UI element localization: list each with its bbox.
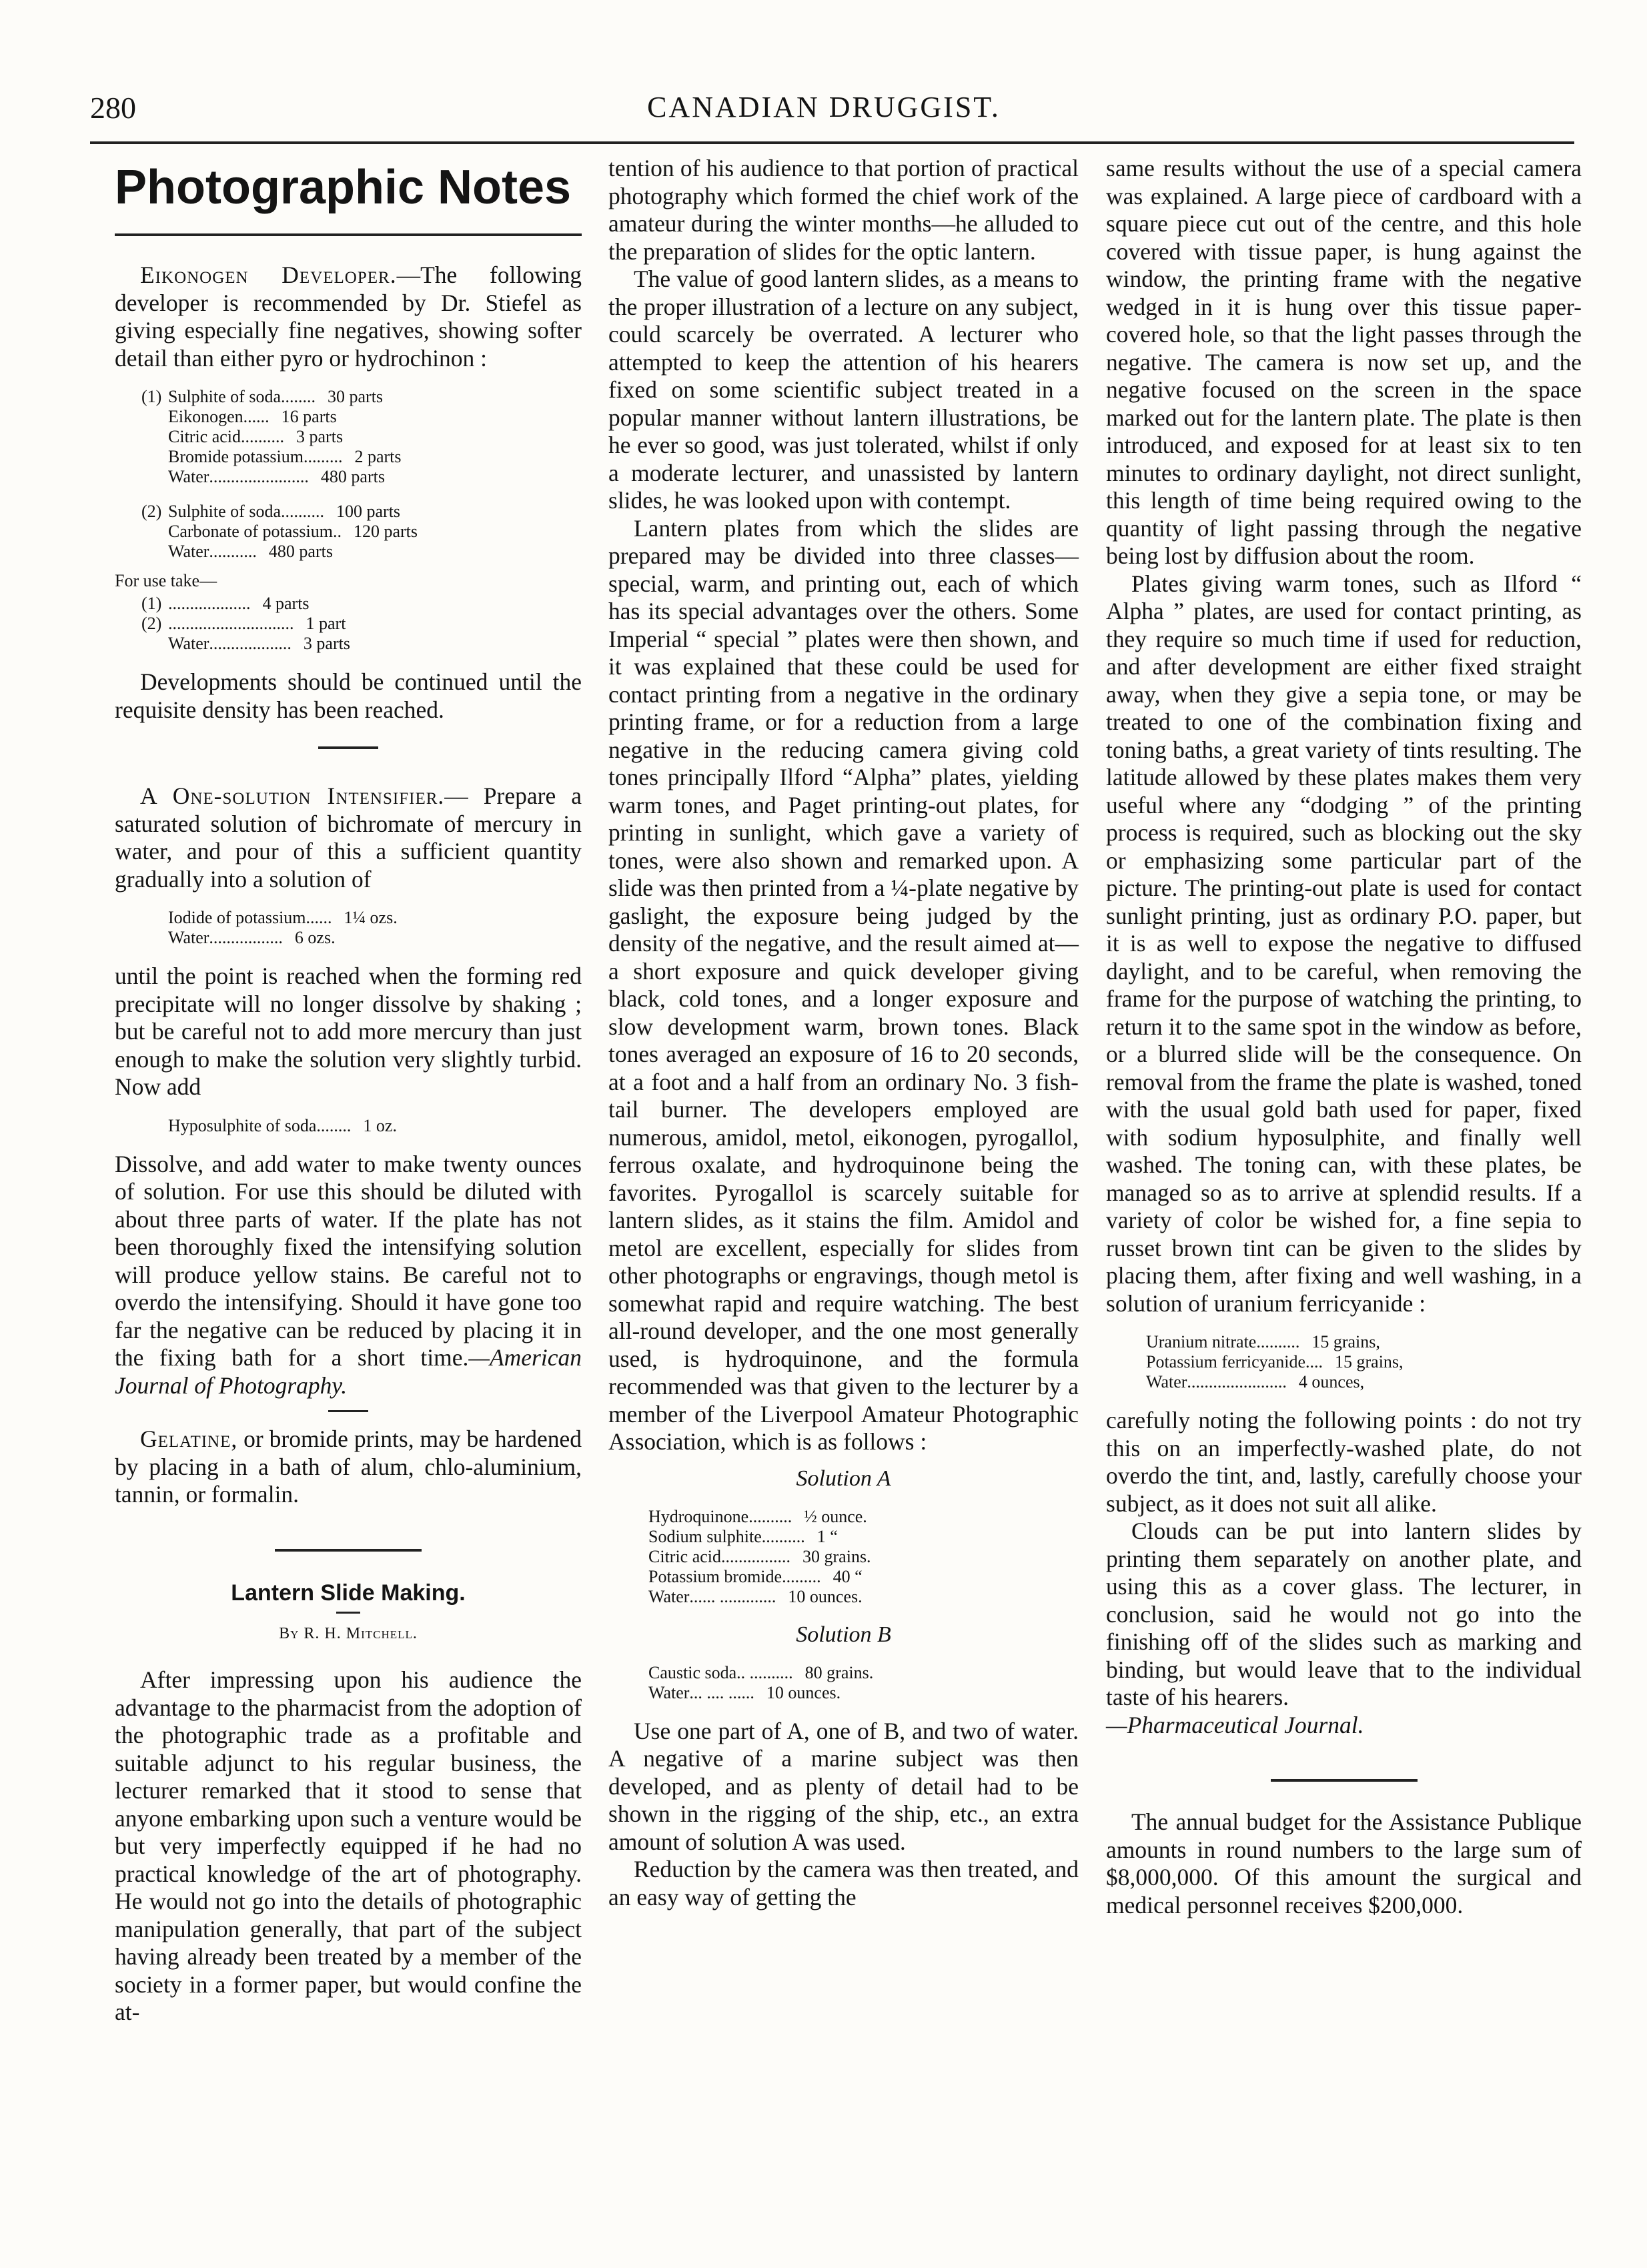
leader-dots: ................... (209, 634, 292, 653)
recipe-item: Hydroquinone (648, 1506, 749, 1526)
recipe-num: (1) (141, 594, 162, 613)
recipe-amount: 10 ounces. (766, 1682, 841, 1702)
recipe-num: (1) (141, 387, 162, 406)
leader-dots: ................ (721, 1546, 791, 1566)
recipe-item: Eikonogen (168, 407, 243, 426)
recipe-item: Potassium ferricyanide (1146, 1352, 1305, 1371)
recipe-item: Iodide of potassium (168, 908, 306, 927)
recipe-row (141, 407, 582, 427)
recipe-item: Potassium bromide (648, 1566, 782, 1586)
leader-dots: ......... (303, 447, 343, 466)
leader-dots: ................... (168, 594, 251, 613)
recipe-item: Uranium nitrate (1146, 1332, 1257, 1351)
page-header (90, 90, 1558, 130)
recipe-row (141, 542, 582, 562)
hypo-recipe (168, 1116, 582, 1136)
section-title: Photographic Notes (115, 161, 572, 214)
intensifier-text: — Prepare a saturated solution of bichromate of mercury in water, and pour of this a sufficient quantity gradually into a solution of (115, 782, 582, 893)
recipe-amount: 4 ounces, (1298, 1372, 1365, 1391)
recipe-amount: 480 parts (320, 467, 385, 486)
recipe-item: Carbonate of potassium. (168, 522, 338, 541)
recipe-row (141, 522, 582, 542)
recipe-item: Sulphite of soda (168, 502, 281, 521)
clouds-text: Clouds can be put into lantern slides by printing them separately on another plate, and using this as a cover glass. The lecturer, in conclusion, said he would not go into the finishing off of the slides such as marking and binding, but would leave that to the individual taste of his hearers. (1106, 1518, 1582, 1710)
recipe-item: Bromide potassium (168, 447, 304, 466)
recipe-amount: ½ ounce. (804, 1506, 867, 1526)
article-heading: Lantern Slide Making. (231, 1580, 466, 1606)
paragraph: carefully noting the following points : do not try this on an imperfectly-washed plate, do not overdo the tint, and, lastly, carefully choose your subject, as it does not suit all alike. (1106, 1407, 1582, 1517)
recipe-row (1146, 1332, 1582, 1352)
recipe-amount: 16 parts (281, 407, 337, 426)
recipe-amount: 3 parts (296, 427, 344, 446)
leader-dots: .......... (281, 502, 324, 521)
recipe-amount: 1 “ (816, 1526, 838, 1546)
header-rule (90, 141, 1574, 144)
recipe-item: Water (168, 634, 209, 653)
recipe-num: (2) (141, 502, 162, 521)
recipe-row (141, 387, 582, 407)
leader-dots: .......... (748, 1506, 792, 1526)
dissolve-paragraph (115, 1151, 582, 1400)
developments-paragraph: Developments should be continued until the requisite density has been reached. (115, 668, 582, 723)
recipe-row (141, 502, 582, 522)
recipe-row (168, 928, 582, 948)
recipe-item: Sodium sulphite (648, 1526, 762, 1546)
solution-b-recipe (648, 1663, 1079, 1703)
leader-dots: ......... (782, 1566, 821, 1586)
recipe-row (141, 634, 582, 654)
gelatine-paragraph (115, 1426, 582, 1509)
recipe-item: Hyposulphite of soda (168, 1115, 317, 1135)
recipe-amount: 80 grains. (804, 1662, 874, 1682)
recipe-row (168, 1116, 582, 1136)
gelatine-text: or bromide prints, may be hardened by placing in a bath of alum, chlo-aluminium, tannin, or formalin. (115, 1426, 582, 1508)
leader-dots: .......... (1256, 1332, 1300, 1351)
byline: By R. H. Mitchell. (279, 1624, 418, 1642)
leader-dots: .......... (241, 427, 285, 446)
recipe-row (141, 467, 582, 487)
recipe-item: Water (648, 1586, 690, 1606)
page-number: 280 (90, 91, 136, 125)
eikonogen-lead: Eikonogen Developer. (140, 261, 397, 288)
recipe-item: Water (1146, 1372, 1187, 1391)
recipe-row (141, 447, 582, 467)
solution-a-title: Solution A (796, 1466, 891, 1491)
solution-b-title: Solution B (796, 1622, 891, 1647)
leader-dots: ................. (209, 928, 283, 947)
recipe-row (648, 1567, 1079, 1587)
recipe-row (168, 908, 582, 928)
gelatine-lead: Gelatine, (140, 1426, 238, 1452)
iodide-recipe (168, 908, 582, 948)
paragraph: tention of his audience to that portion of practical photography which formed the chief work of the amateur during the winter months—he alluded to the preparation of slides for the optic lantern. (608, 155, 1079, 265)
leader-dots: ...... (243, 407, 269, 426)
leader-dots: . (337, 522, 342, 541)
recipe-row (648, 1663, 1079, 1683)
recipe-amount: 15 grains, (1311, 1332, 1380, 1351)
intensifier-paragraph (115, 782, 582, 893)
recipe-row (1146, 1352, 1582, 1372)
recipe-amount: 480 parts (268, 542, 333, 561)
recipe-amount: 30 grains. (802, 1546, 871, 1566)
eikonogen-paragraph (115, 261, 582, 372)
recipe-amount: 100 parts (336, 502, 401, 521)
eikonogen-text: —The following developer is recommended by Dr. Stiefel as giving especially fine negatives, showing softer detail than either pyro or hydrochinon : (115, 261, 582, 372)
recipe-row (648, 1527, 1079, 1547)
column-1 (115, 155, 582, 2027)
paragraph: Plates giving warm tones, such as Ilford “ Alpha ” plates, are used for contact printing, as they require so much time if used for reduction, and after development are either fixed straight away, when they give a sepia tone, or may be treated to one of the combination fixing and toning baths, a great variety of tints resulting. The latitude allowed by these plates makes them very useful where any “dodging ” of the printing process is required, such as blocking out the sky or emphasizing some particular part of the picture. The printing-out plate is used for contact sunlight printing, just as ordinary P.O. paper, but it is as well to expose the negative to diffused daylight, and to be careful, when removing the frame for the purpose of watching the printing, to return it to the same spot in the window as before, or a blurred slide will be the consequence. On removal from the frame the plate is washed, toned with the usual gold bath used for paper, fixed with sodium hyposulphite, and finally well washed. The toning can, with these plates, be managed so as to arrive at splendid results. If a variety of color be wished for, a fine sepia to russet brown tint can be given to the slides by placing them, after fixing and well washing, in a solution of uranium ferricyanide : (1106, 570, 1582, 1317)
source-citation: —American Journal of Photography. (115, 1344, 582, 1399)
separator (1271, 1779, 1418, 1782)
recipe-row (648, 1587, 1079, 1607)
intensifier-lead: A One-solution Intensifier. (140, 782, 445, 809)
uranium-recipe (1146, 1332, 1582, 1392)
leader-dots: .......... (761, 1526, 805, 1546)
recipe-amount: 1 oz. (363, 1115, 397, 1135)
paragraph: The value of good lantern slides, as a means to the proper illustration of a lecture on any subject, could scarcely be overrated. A lecturer who attempted to keep the attention of his hearers fixed on some scientific subject treated in a popular manner without lantern illustrations, be he ever so good, was just tolerated, whilst if only a moderate lecturer, and unassisted by lantern slides, he was looked upon with contempt. (608, 265, 1079, 514)
recipe-item: Caustic soda (648, 1662, 737, 1682)
paragraph: Lantern plates from which the slides are prepared may be divided into three classes—special, warm, and printing out, each of which has its special advantages over the others. Some Imperial “ special ” plates were then shown, and it was explained that these could be used for contact printing from a negative in the ordinary printing frame, or for a reduction from a large negative in the reducing camera giving cold tones principally Ilford “Alpha” plates, yielding warm tones, and Paget printing-out plates, for printing in sunlight, which gave a variety of tones, were also shown and remarked upon. A slide was then printed from a ¼-plate negative by gaslight, the exposure being judged by the density of the negative, and the result aimed at—a short exposure and quick developer giving black, cold tones, and a longer exposure and slow development warm, brown tones. Black tones averaged an exposure of 16 to 20 seconds, at a foot and a half from an ordinary No. 3 fish-tail burner. The developers employed are numerous, amidol, metol, eikonogen, pyrogallol, ferrous oxalate, and hydroquinone being the favorites. Pyrogallol is scarcely suitable for lantern slides, as it stains the film. Amidol and metol are excellent, especially for slides from other photographs or engravings, though metol is somewhat rapid and require watching. The best all-round developer, and the one most generally used, is hydroquinone, and the formula recommended was that given to the lecturer by a member of the Liverpool Amateur Photographic Association, which is as follows : (608, 514, 1079, 1455)
leader-dots: ...... (306, 908, 332, 927)
leader-dots: .. .......... (736, 1662, 793, 1682)
recipe-row (1146, 1372, 1582, 1392)
recipe-item: Citric acid (648, 1546, 722, 1566)
paragraph: same results without the use of a special camera was explained. A large piece of cardboard with a square piece cut out of the centre, and this hole covered with tissue paper, is hung against the window, the printing frame with the negative wedged in it is hung over this tissue paper-covered hole, so that the light passes through the negative. The camera is now set up, and the negative focused on the screen in the space marked out for the lantern plate. The plate is then introduced, and exposed for at least six to ten minutes to ordinary daylight, not direct sunlight, this length of time being required owing to the quantity of light passing through the negative being lost by diffusion about the room. (1106, 155, 1582, 569)
recipe-row (648, 1507, 1079, 1527)
separator (328, 1410, 368, 1412)
recipe-amount: 3 parts (303, 634, 350, 653)
recipe-amount: 6 ozs. (294, 928, 336, 947)
recipe-row (648, 1683, 1079, 1703)
recipe-amount: 4 parts (262, 594, 310, 613)
paragraph: Use one part of A, one of B, and two of water. A negative of a marine subject was then developed, and as plenty of detail had to be shown in the rigging of the ship, etc., an extra amount of solution A was used. (608, 1717, 1079, 1855)
lantern-paragraph-1: After impressing upon his audience the advantage to the pharmacist from the adoption of the photographic trade as a profitable and suitable adjunct to his regular business, the lecturer remarked that it stood to sense that anyone embarking upon such a venture would be but very imperfectly equipped if he had no practical knowledge of the art of photography. He would not go into the details of photographic manipulation generally, that part of the subject having already been treated by a member of the society in a former paper, but would confine the at- (115, 1666, 582, 2025)
paragraph: The annual budget for the Assistance Publique amounts in round numbers to the large sum of $8,000,000. Of this amount the surgical and medical personnel receives $200,000. (1106, 1808, 1582, 1918)
leader-dots: ....................... (1187, 1372, 1287, 1391)
dissolve-text: Dissolve, and add water to make twenty ounces of solution. For use this should be diluted with about three parts of water. If the plate has not been thoroughly fixed the intensifying solution will produce yellow stains. Be careful not to overdo the intensifying. Should it have gone too far the negative can be reduced by placing it in the fixing bath for a short time. (115, 1150, 582, 1371)
recipe-item: Water (168, 542, 209, 561)
column-3 (1106, 155, 1582, 1919)
recipe-amount: 2 parts (354, 447, 402, 466)
leader-dots: .... (1305, 1352, 1323, 1371)
recipe-row (141, 594, 582, 614)
separator (275, 1549, 422, 1552)
title-rule (115, 233, 582, 236)
recipe-amount: 10 ounces. (788, 1586, 863, 1606)
developer-recipe (115, 387, 582, 654)
intensifier-continued: until the point is reached when the forming red precipitate will no longer dissolve by shaking ; but be careful not to add more mercury than just enough to make the solution very slightly turbid. Now add (115, 963, 582, 1100)
leader-dots: ....................... (209, 467, 309, 486)
paragraph: Reduction by the camera was then treated, and an easy way of getting the (608, 1856, 1079, 1910)
leader-dots: ........ (316, 1115, 352, 1135)
source-citation: —Pharmaceutical Journal. (1106, 1711, 1364, 1738)
recipe-item: Citric acid (168, 427, 241, 446)
paragraph (1106, 1518, 1582, 1739)
recipe-row (141, 614, 582, 634)
recipe-num: (2) (141, 614, 162, 633)
leader-dots: ...... ............. (689, 1586, 776, 1606)
recipe-item: Water (168, 928, 209, 947)
solution-a-recipe (648, 1507, 1079, 1607)
leader-dots: ... .... ...... (689, 1682, 754, 1702)
recipe-amount: 30 parts (328, 387, 384, 406)
recipe-amount: 1¼ ozs. (344, 908, 398, 927)
recipe-row (141, 427, 582, 447)
recipe-amount: 1 part (306, 614, 346, 633)
recipe-amount: 120 parts (353, 522, 418, 541)
recipe-amount: 40 “ (833, 1566, 863, 1586)
leader-dots: ........... (209, 542, 257, 561)
column-2 (608, 155, 1079, 1911)
recipe-amount: 15 grains, (1335, 1352, 1404, 1371)
separator (318, 746, 378, 749)
use-label: For use take— (115, 571, 217, 590)
recipe-item: Sulphite of soda (168, 387, 281, 406)
recipe-row (648, 1547, 1079, 1567)
separator (336, 1612, 360, 1614)
recipe-item: Water (648, 1682, 690, 1702)
journal-title: CANADIAN DRUGGIST. (647, 91, 1001, 123)
leader-dots: ............................. (168, 614, 294, 633)
leader-dots: ........ (281, 387, 316, 406)
recipe-item: Water (168, 467, 209, 486)
